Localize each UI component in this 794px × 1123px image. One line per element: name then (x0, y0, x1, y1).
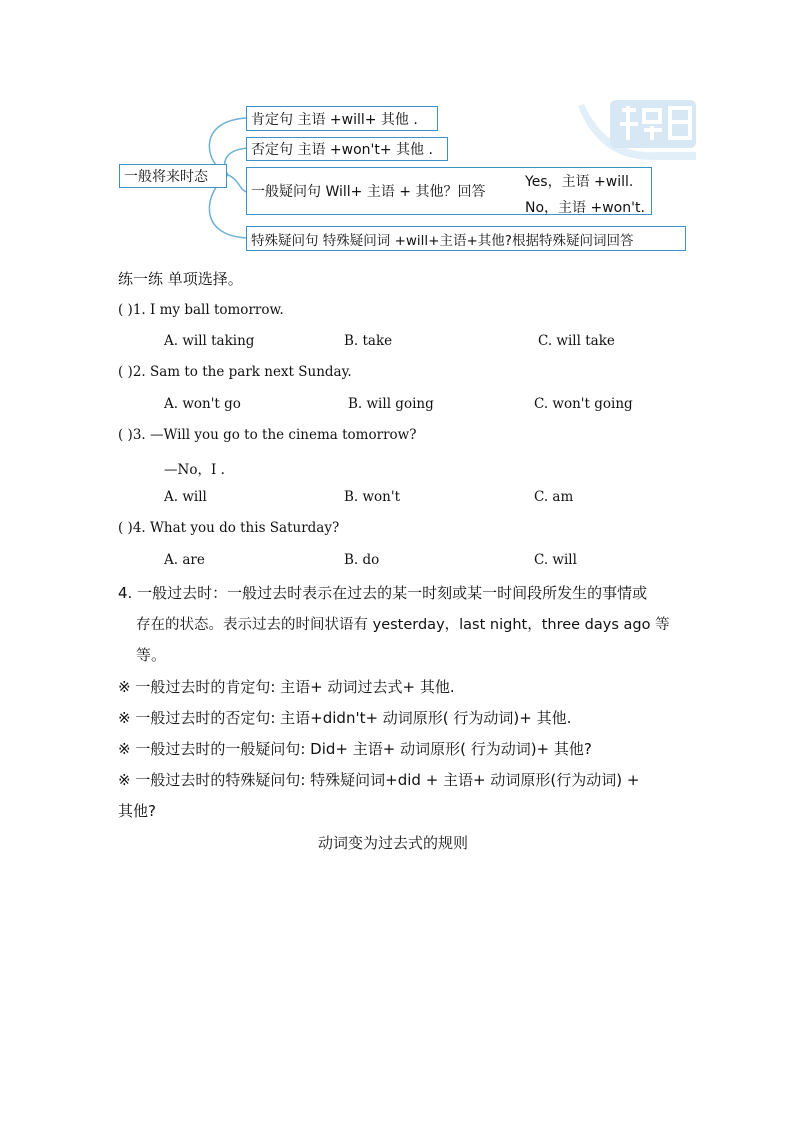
section4-line-1: 4. 一般过去时：一般过去时表示在过去的某一时刻或某一时间段所发生的事情或 (118, 584, 648, 602)
rule-special-question-cont: 其他? (118, 802, 156, 820)
rule-general-question: ※ 一般过去时的一般疑问句: Did+ 主语+ 动词原形( 行为动词)+ 其他? (118, 740, 592, 758)
mindmap-root: 一般将来时态 (119, 164, 227, 188)
question-2-option-c[interactable]: C. won't going (534, 396, 633, 412)
question-4-option-a[interactable]: A. are (164, 552, 205, 568)
question-3-option-b[interactable]: B. won't (344, 489, 401, 505)
exercise-title: 练一练 单项选择。 (118, 270, 243, 288)
question-1-option-b[interactable]: B. take (344, 333, 393, 349)
section4-line-3: 等。 (136, 646, 167, 664)
rule-affirmative: ※ 一般过去时的肯定句: 主语+ 动词过去式+ 其他. (118, 678, 455, 696)
special-question-box: 特殊疑问句 特殊疑问词 +will+主语+其他?根据特殊疑问词回答 (246, 226, 686, 251)
negative-sentence-box: 否定句 主语 +won't+ 其他 . (246, 137, 448, 161)
answer-no: No，主语 +won't. (525, 200, 645, 216)
question-2-stem: ( )2. Sam to the park next Sunday. (118, 364, 352, 380)
question-3-stem-answer: —No，I . (164, 462, 225, 478)
question-4-option-c[interactable]: C. will (534, 552, 577, 568)
rule-special-question: ※ 一般过去时的特殊疑问句: 特殊疑问词+did + 主语+ 动词原形(行为动词) + (118, 771, 640, 789)
question-4-option-b[interactable]: B. do (344, 552, 380, 568)
question-3-option-a[interactable]: A. will (164, 489, 207, 505)
section4-line-2: 存在的状态。表示过去的时间状语有 yesterday，last night，three days ago 等 (136, 617, 670, 633)
question-1-option-a[interactable]: A. will taking (164, 333, 255, 349)
question-3-stem: ( )3. —Will you go to the cinema tomorrow? (118, 427, 417, 443)
question-4-stem: ( )4. What you do this Saturday? (118, 520, 340, 536)
question-1-stem: ( )1. I my ball tomorrow. (118, 302, 284, 318)
question-2-option-a[interactable]: A. won't go (164, 396, 241, 412)
answer-yes: Yes，主语 +will. (525, 174, 634, 190)
question-1-option-c[interactable]: C. will take (538, 333, 615, 349)
subtitle-past-tense-rules: 动词变为过去式的规则 (318, 834, 469, 852)
question-2-option-b[interactable]: B. will going (348, 396, 434, 412)
question-3-option-c[interactable]: C. am (534, 489, 574, 505)
general-question-text: 一般疑问句 Will+ 主语 + 其他？回答 (251, 184, 486, 200)
rule-negative: ※ 一般过去时的否定句: 主语+didn't+ 动词原形( 行为动词)+ 其他. (118, 709, 572, 727)
affirmative-sentence-box: 肯定句 主语 +will+ 其他 . (246, 106, 438, 131)
